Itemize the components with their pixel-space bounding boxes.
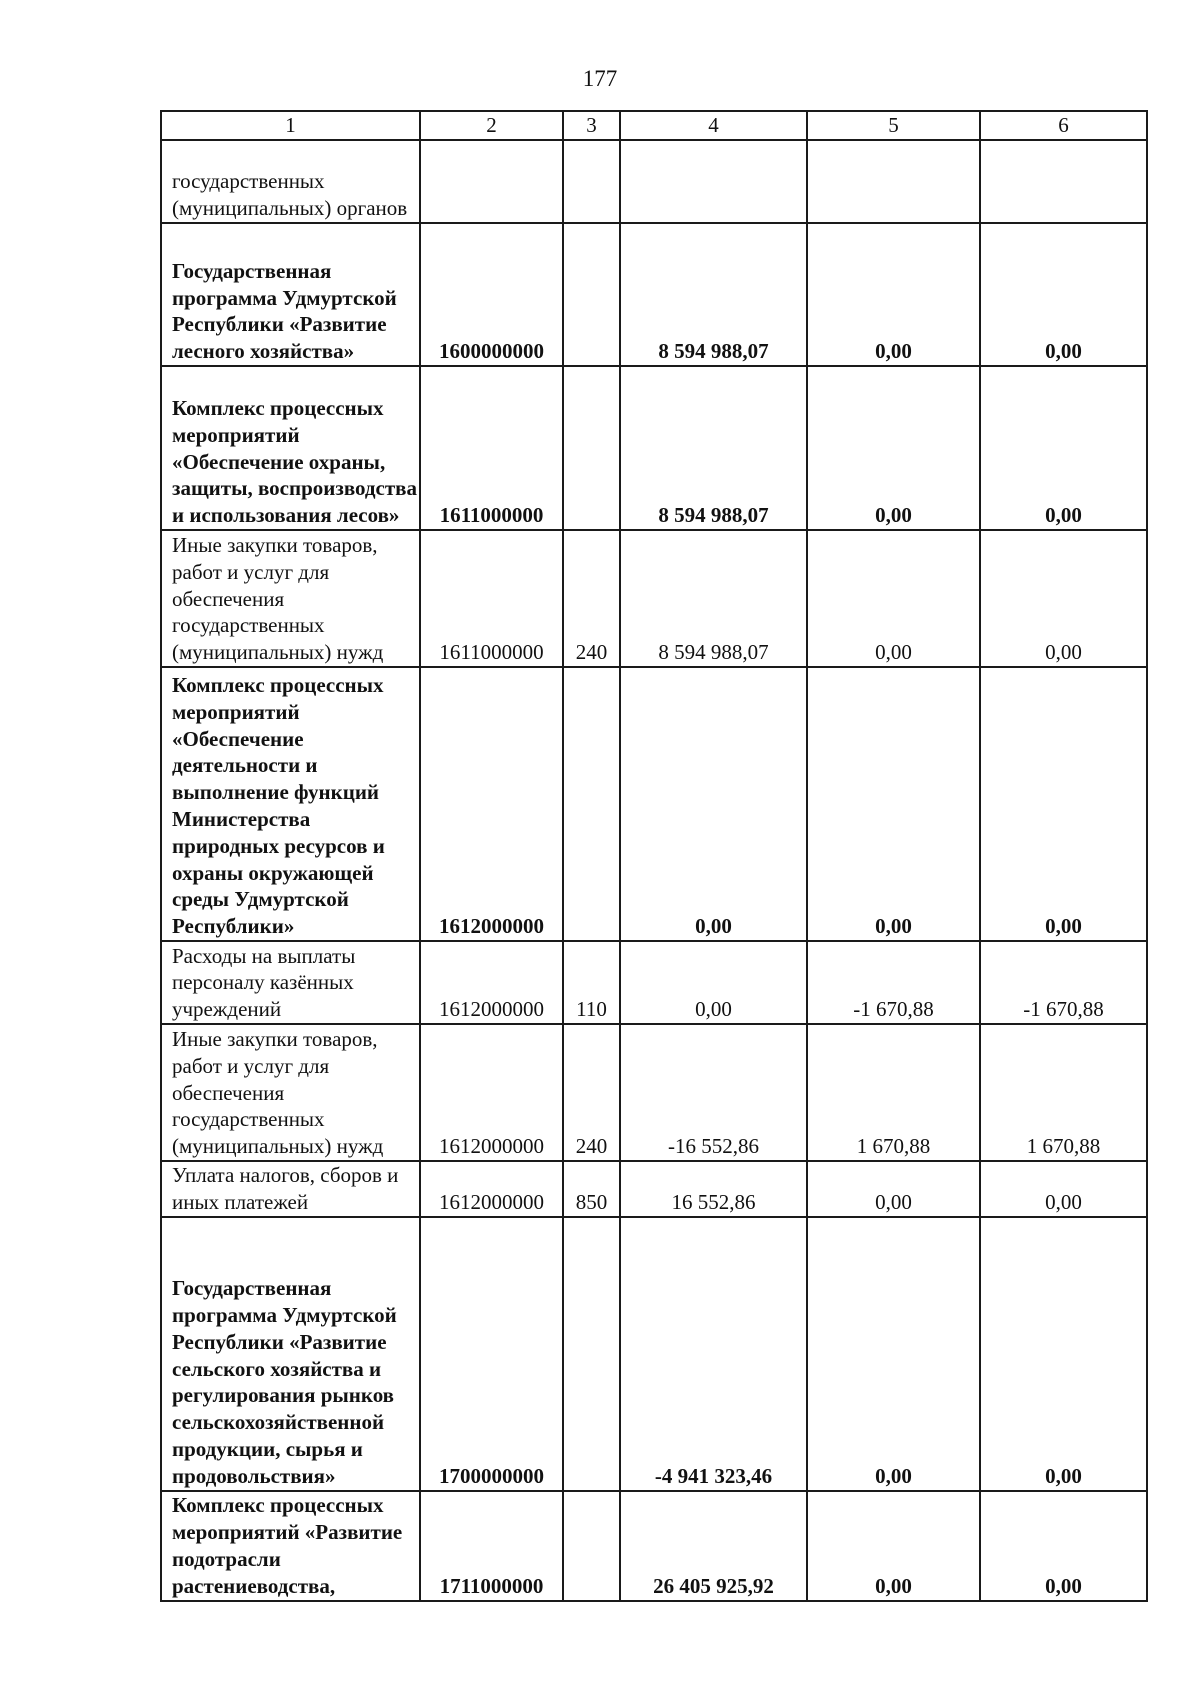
row-target-code — [420, 140, 563, 223]
table-row — [161, 667, 1147, 941]
row-target-code: 1612000000 — [420, 1024, 563, 1161]
row-value-col6: 0,00 — [980, 530, 1147, 667]
row-value-col4: 8 594 988,07 — [620, 366, 807, 530]
column-header-2: 2 — [420, 111, 563, 140]
row-name: Комплекс процессных мероприятий «Обеспечение охраны, защиты, воспроизводства и использования лесов» — [161, 366, 420, 530]
row-name: Комплекс процессных мероприятий «Обеспечение деятельности и выполнение функций Министерства природных ресурсов и охраны окружающей среды Удмуртской Республики» — [161, 667, 420, 941]
row-value-col4: 0,00 — [620, 667, 807, 941]
row-value-col4: 8 594 988,07 — [620, 530, 807, 667]
row-name: государственных (муниципальных) органов — [161, 140, 420, 223]
page-number: 177 — [582, 66, 618, 91]
row-value-col5: 1 670,88 — [807, 1024, 980, 1161]
row-value-col6 — [980, 140, 1147, 223]
table-row — [161, 1217, 1147, 1491]
table-row — [161, 941, 1147, 1024]
row-name: Комплекс процессных мероприятий «Развитие подотрасли растениеводства, — [161, 1491, 420, 1601]
row-expense-type — [563, 366, 620, 530]
table-row — [161, 1024, 1147, 1161]
row-value-col4: 0,00 — [620, 941, 807, 1024]
row-expense-type: 240 — [563, 1024, 620, 1161]
column-header-6: 6 — [980, 111, 1147, 140]
row-name: Уплата налогов, сборов и иных платежей — [161, 1161, 420, 1217]
row-name: Иные закупки товаров, работ и услуг для обеспечения государственных (муниципальных) нужд — [161, 1024, 420, 1161]
table-row — [161, 1491, 1147, 1601]
row-expense-type: 240 — [563, 530, 620, 667]
table-row — [161, 366, 1147, 530]
budget-table — [160, 110, 1148, 1602]
row-expense-type — [563, 667, 620, 941]
row-value-col4: -16 552,86 — [620, 1024, 807, 1161]
table-row — [161, 223, 1147, 366]
table-row — [161, 1161, 1147, 1217]
row-name: Государственная программа Удмуртской Республики «Развитие сельского хозяйства и регулирования рынков сельскохозяйственной продукции, сырья и продовольствия» — [161, 1217, 420, 1491]
row-value-col4: 26 405 925,92 — [620, 1491, 807, 1601]
table-row — [161, 530, 1147, 667]
row-value-col5: 0,00 — [807, 667, 980, 941]
row-value-col6: 0,00 — [980, 223, 1147, 366]
row-value-col5: 0,00 — [807, 1217, 980, 1491]
row-value-col6: 1 670,88 — [980, 1024, 1147, 1161]
row-expense-type: 110 — [563, 941, 620, 1024]
row-value-col5: 0,00 — [807, 1491, 980, 1601]
row-value-col4: -4 941 323,46 — [620, 1217, 807, 1491]
row-value-col5: 0,00 — [807, 366, 980, 530]
row-target-code: 1612000000 — [420, 1161, 563, 1217]
row-value-col4: 16 552,86 — [620, 1161, 807, 1217]
row-value-col4 — [620, 140, 807, 223]
column-header-5: 5 — [807, 111, 980, 140]
column-header-4: 4 — [620, 111, 807, 140]
row-name: Иные закупки товаров, работ и услуг для обеспечения государственных (муниципальных) нужд — [161, 530, 420, 667]
row-value-col6: 0,00 — [980, 366, 1147, 530]
row-target-code: 1600000000 — [420, 223, 563, 366]
row-value-col5: 0,00 — [807, 1161, 980, 1217]
row-expense-type — [563, 223, 620, 366]
row-value-col5: 0,00 — [807, 530, 980, 667]
row-target-code: 1611000000 — [420, 530, 563, 667]
row-value-col6: -1 670,88 — [980, 941, 1147, 1024]
column-header-3: 3 — [563, 111, 620, 140]
row-value-col5 — [807, 140, 980, 223]
row-value-col5: 0,00 — [807, 223, 980, 366]
row-target-code: 1611000000 — [420, 366, 563, 530]
row-target-code: 1612000000 — [420, 667, 563, 941]
row-expense-type — [563, 1491, 620, 1601]
row-name: Расходы на выплаты персоналу казённых учреждений — [161, 941, 420, 1024]
column-header-1: 1 — [161, 111, 420, 140]
row-value-col6: 0,00 — [980, 667, 1147, 941]
row-expense-type: 850 — [563, 1161, 620, 1217]
table-row — [161, 140, 1147, 223]
row-name: Государственная программа Удмуртской Республики «Развитие лесного хозяйства» — [161, 223, 420, 366]
row-value-col6: 0,00 — [980, 1217, 1147, 1491]
row-expense-type — [563, 1217, 620, 1491]
row-target-code: 1612000000 — [420, 941, 563, 1024]
row-value-col6: 0,00 — [980, 1161, 1147, 1217]
row-target-code: 1711000000 — [420, 1491, 563, 1601]
row-target-code: 1700000000 — [420, 1217, 563, 1491]
row-expense-type — [563, 140, 620, 223]
row-value-col4: 8 594 988,07 — [620, 223, 807, 366]
row-value-col5: -1 670,88 — [807, 941, 980, 1024]
row-value-col6: 0,00 — [980, 1491, 1147, 1601]
table-header-row — [161, 111, 1147, 140]
